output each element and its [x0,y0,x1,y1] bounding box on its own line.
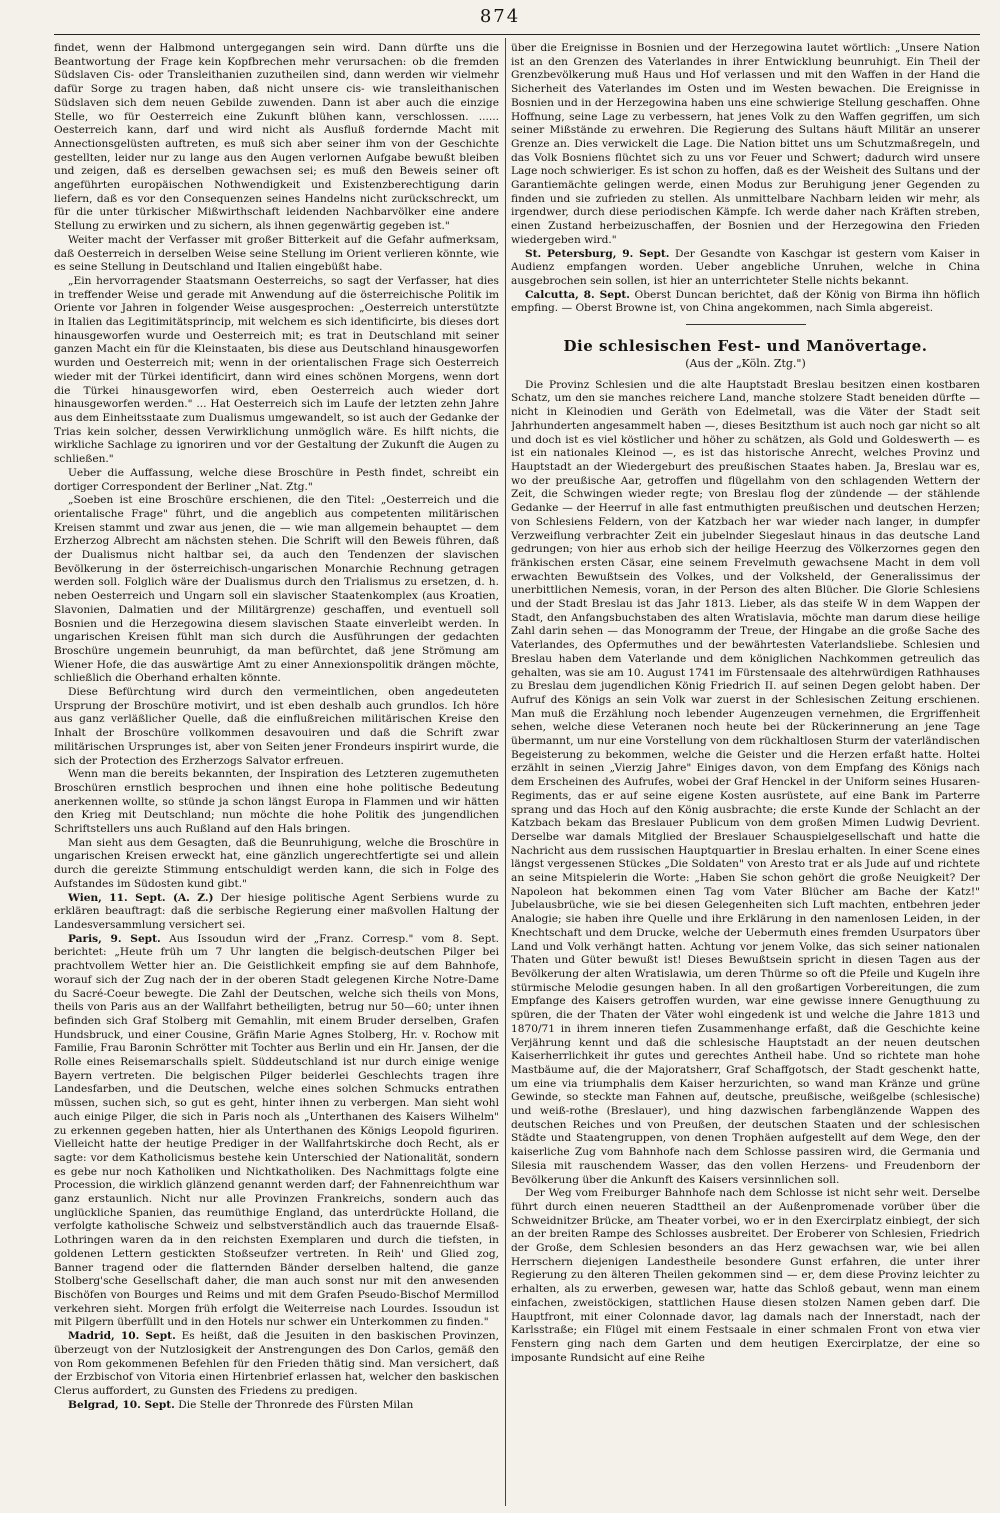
news-item-madrid [54,1330,499,1399]
article-paragraph: Diese Befürchtung wird durch den vermeintlichen, oben angedeuteten Ursprung der Broschüre motivirt, und ist eben deshalb auch grundlos. Ich höre aus ganz verläßlicher Quelle, daß die einflußreichen militärischen Kreise den Inhalt der Broschüre vollkommen desavouiren und daß die Schrift zwar militärischen Ursprunges ist, aber von Seiten jener Frondeurs inspirirt wurde, die sich der Protection des Erzherzogs Salvator erfreuen. [54,686,499,767]
article-paragraph: Weiter macht der Verfasser mit großer Bitterkeit auf die Gefahr aufmerksam, daß Oesterreich in derselben Weise seine Stellung im Orient verlieren könnte, wie es seine Stellung in Deutschland und Italien eingebüßt habe. [54,233,499,274]
article-paragraph: Ueber die Auffassung, welche diese Broschüre in Pesth findet, schreibt ein dortiger Correspondent der Berliner „Nat. Ztg." [54,466,499,493]
feature-paragraph: Der Weg vom Freiburger Bahnhofe nach dem Schlosse ist nicht sehr weit. Derselbe führt durch einen neueren Stadttheil an der Außenpromenade vorüber über die Schweidnitzer Brücke, am Theater vorbei, wo er in den Exercirplatz einbiegt, der sich an der breiten Rampe des Schlosses ausbreitet. Der Eroberer von Schlesien, Friedrich der Große, dem Schlesien besonders an das Herz gewachsen war, wie bei allen Herrschern diejenigen Landestheile besondere Gunst erfahren, die unter ihrer Regierung zu den älteren Theilen gekommen sind — er, dem diese Provinz leichter zu erhalten, als zu erwerben, gewesen war, hatte das Schloß gebaut, wenn man einem einfachen, zweistöckigen, stattlichen Hause diesen stolzen Namen geben darf. Die Hauptfront, mit einer Colonnade davor, lag damals nach der Innerstadt, nach der Karlsstraße; ein Flügel mit einem Festsaale in einer schmalen Front von etwa vier Fenstern ging nach dem Garten und dem heutigen Exercirplatze, der eine so imposante Rundsicht auf eine Reihe [511,1187,980,1364]
dateline-paris: Paris, 9. Sept. [68,932,161,945]
article-paragraph: „Soeben ist eine Broschüre erschienen, die den Titel: „Oesterreich und die orientalische Frage" führt, und die angeblich aus competenten militärischen Kreisen stammt und zwar aus jenen, die — wie man allgemein behauptet — dem Erzherzog Albrecht am nächsten stehen. Die Schrift will den Beweis führen, daß der Dualismus nicht haltbar sei, da auch den Tendenzen der slavischen Bevölkerung in der österreichisch-ungarischen Monarchie Rechnung getragen werden soll. Folglich wäre der Dualismus durch den Trialismus zu ersetzen, d. h. neben Oesterreich und Ungarn soll ein slavischer Staatenkomplex (aus Kroatien, Slavonien, Dalmatien und der Militärgrenze) geschaffen, und eventuell soll Bosnien und die Herzegowina diesem slavischen Staate einverleibt werden. In ungarischen Kreisen fühlt man sich durch die Ausführungen der gedachten Broschüre ungemein beunruhigt, da man befürchtet, daß jene Strömung am Wiener Hofe, die das auswärtige Amt zu einer Annexionspolitik drängen möchte, schließlich die Oberhand erhalten könnte. [54,494,499,685]
section-rule [686,324,806,325]
dateline-madrid: Madrid, 10. Sept. [68,1330,176,1343]
news-text-wien: Der hiesige politische Agent Serbiens wurde zu erklären beauftragt: daß die serbische Regierung einer maßvollen Haltung der Landesversammlung versichert sei. [54,891,499,931]
news-text-petersburg: Der Gesandte von Kaschgar ist gestern vom Kaiser in Audienz empfangen worden. Ueber angebliche Unruhen, welche in China ausgebrochen sein sollen, ist hier an unterrichteter Stelle nichts bekannt. [511,247,980,287]
feature-paragraph: Die Provinz Schlesien und die alte Hauptstadt Breslau besitzen einen kostbaren Schatz, um den sie manches reichere Land, manche stolzere Stadt beneiden dürfte — nicht in Kleinodien und Geräth von Edelmetall, was die Väter der Stadt seit Jahrhunderten angesammelt haben —, dieses Besitzthum ist auch noch gar nicht so alt und doch ist es viel köstlicher und höher zu schätzen, als Gold und Goldeswerth — es ist ein nationales Kleinod —, es ist das historische Anrecht, welches Provinz und Hauptstadt an der Wiedergeburt des preußischen Staates haben. Ja, Breslau war es, wo der preußische Aar, getroffen und flügellahm von den schlagenden Wettern der Zeit, die Schwingen wieder regte; von Breslau flog der zündende — der stählende Gedanke — der Heerruf in alle fast entmuthigten preußischen und deutschen Herzen; von Schlesiens Feldern, von der Katzbach her war wieder nach langer, in dumpfer Verzweiflung verbrachter Zeit ein jubelnder Siegeslaut hinaus in das deutsche Land gedrungen; von hier aus erhob sich der heilige Heerzug des Völkerzornes gegen den fränkischen ersten Cäsar, eine seinem Frevelmuth gewachsene Macht in dem voll erwachten Bewußtsein des Volkes, und der Volksheld, der Generalissimus der unerbittlichen Nemesis, voran, in der Person des alten Blücher. Die Glorie Schlesiens und der Stadt Breslau ist das Jahr 1813. Lieber, als das steife W in dem Wappen der Stadt, den Anfangsbuchstaben des alten Wratislavia, möchte man darum diese heilige Zahl darin sehen — das Monogramm der Treue, der Hingabe an die große Sache des Vaterlandes, des Opfermuthes und der bewährtesten Vaterlandsliebe. Schlesien und Breslau haben dem Vaterlande und dem königlichen Nachkommen getreulich das gehalten, was sie am 10. August 1741 im Fürstensaale des altehrwürdigen Rathhauses zu Breslau dem jugendlichen König Friedrich II. auf seinen Degen gelobt haben. Der Aufruf des Königs an sein Volk war zuerst in der Schlesischen Zeitung erschienen. Man muß die Erzählung noch lebender Augenzeugen vernehmen, die Ergriffenheit sehen, welche diese Veteranen noch heute bei der Rückerinnerung an jene Tage übermannt, um nur eine Vorstellung von dem rückhaltlosen Sturm der vaterländischen Begeisterung zu bekommen, welche die Geister und die Herzen erfaßt hatte. Holtei erzählt in seinen „Vierzig Jahre" Einiges davon, von dem Empfang des Königs nach dem Erscheinen des Aufrufes, wobei der Graf Henckel in der Uniform seines Husaren-Regiments, das er auf seine eigene Kosten ausrüstete, auf eine Bank im Parterre sprang und das Hoch auf den König ausbrachte; die erste Kunde der Schlacht an der Katzbach bekam das Breslauer Publicum von dem großen Mimen Ludwig Devrient. Derselbe war damals Mitglied der Breslauer Schauspielgesellschaft und hatte die Nachricht aus dem russischen Hauptquartier in Breslau erhalten. In einer Scene eines längst vergessenen Stückes „Die Soldaten" von Aresto trat er als Jude auf und richtete an seine Mitspielerin die Worte: „Haben Sie schon gehört die große Neuigkeit? Der Napoleon hat bekommen einen Tag vom Vater Blücher am Bache der Katz!" Jubelausbrüche, wie sie bei diesen Gelegenheiten sich Luft machten, entbehren jeder Analogie; sie haben ihre Quelle und ihre Erklärung in den namenlosen Leiden, in der Knechtschaft und dem Drucke, welche der Uebermuth eines fremden Usurpators über Land und Volk verhängt hatten. Achtung vor jenem Volke, das sich seiner nationalen Thaten und Güter bewußt ist! Dieses Bewußtsein spricht in diesen Tagen aus der Bevölkerung der alten Wratislawia, um deren Thürme so oft die Pfeile und Kugeln ihre stürmische Melodie gesungen haben. In all den großartigen Vorbereitungen, die zum Empfange des Kaisers getroffen wurden, war eine gewisse innere Genugthuung zu spüren, die der Thaten der Väter wohl eingedenk ist und welche die Jahre 1813 und 1870/71 in ihrem inneren tiefen Zusammenhange erfaßt, daß die Geschichte keine Verjährung kennt und daß die schlesische Hauptstadt an der neuen deutschen Kaiserherrlichkeit ihr gutes und gerechtes Antheil habe. Und so richtete man hohe Mastbäume auf, die der Majoratsherr, Graf Schaffgotsch, der Stadt geschenkt hatte, um eine via triumphalis dem Kaiser herzurichten, so wand man Kränze und grüne Gewinde, so steckte man Fahnen auf, deutsche, preußische, weißgelbe (schlesische) und weiß-rothe (Breslauer), und hing dazwischen farbenglänzende Wappen des deutschen Reiches und von Preußen, der deutschen Staaten und der schlesischen Städte und Staatengruppen, von denen Trophäen aufgestellt auf dem Wege, den der kaiserliche Zug vom Bahnhofe nach dem Schlosse passiren wird, die Germania und Silesia mit rauschendem Wasser, das den vollen Herzens- und Freudenborn der Bevölkerung über die Ankunft des Kaisers versinnlichen soll. [511,378,980,1186]
news-item-petersburg [511,248,980,289]
article-paragraph: Wenn man die bereits bekannten, der Inspiration des Letzteren zugemutheten Broschüren ernstlich besprochen und ihnen eine hohe politische Bedeutung anerkennen wollte, so stünde ja schon längst Europa in Flammen und wir hätten den Krieg mit Deutschland; nun möchte die hohe Politik des jungendlichen Schriftstellers uns auch Rußland auf den Hals bringen. [54,768,499,836]
article-paragraph: findet, wenn der Halbmond untergegangen sein wird. Dann dürfte uns die Beantwortung der Frage kein Kopfbrechen mehr verursachen: ob die fremden Südslaven Cis- oder Transleithanien zuzutheilen sind, dann werden wir vielmehr dafür Sorge zu tragen haben, daß nicht unsere cis- wie transleithanischen Südslaven sich dem neuen Gebilde zuwenden. Dann ist aber auch die einzige Stelle, wo für Oesterreich eine Zukunft blühen kann, verschlossen. ...... Oesterreich kann, darf und wird nicht als Ausfluß fordernde Macht mit Annectionsgelüsten auftreten, es muß sich aber seiner ihm von der Geschichte gestellten, leider nur zu lange aus den Augen verlornen Aufgabe bewußt bleiben und zeigen, daß es derselben gewachsen sei; es muß den Beweis seiner oft angeführten europäischen Nothwendigkeit und Existenzberechtigung darin liefern, daß es vor den Consequenzen seines Handelns nicht zurückschreckt, um für die unter türkischer Mißwirthschaft leidenden Nachbarvölker eine andere Stellung zu erwirken und zu sichern, als ihnen gegenwärtig gegeben ist." [54,42,499,233]
dateline-wien: Wien, 11. Sept. (A. Z.) [68,891,214,904]
news-text-calcutta: Oberst Duncan berichtet, daß der König von Birma ihn höflich empfing. — Oberst Browne ist, von China angekommen, nach Simla abgereist. [511,288,980,315]
news-item-wien [54,892,499,933]
feature-heading: Die schlesischen Fest- und Manövertage. [563,337,928,356]
right-column [511,42,980,1502]
dateline-petersburg: St. Petersburg, 9. Sept. [525,247,670,260]
feature-source: (Aus der „Köln. Ztg.") [685,357,806,371]
dateline-belgrad: Belgrad, 10. Sept. [68,1398,175,1411]
news-text-paris: Aus Issoudun wird der „Franz. Corresp." vom 8. Sept. berichtet: „Heute früh um 7 Uhr langten die belgisch-deutschen Pilger bei prachtvollem Wetter hier an. Die Geistlichkeit empfing sie auf dem Bahnhofe, worauf sich der Zug nach der in der oberen Stadt gelegenen Kirche Notre-Dame du Sacré-Coeur bewegte. Die Zahl der Deutschen, welche sich theils von Mons, theils von Paris aus an der Wallfahrt betheiligten, betrug nur 50—60; unter ihnen befinden sich Graf Stolberg mit Gemahlin, mit einem Bruder derselben, Grafen Hundsbruck, und einer Cousine, Gräfin Marie Agnes Stolberg, Hr. v. Rochow mit Familie, Frau Baronin Schrötter mit Tochter aus Berlin und ein Hr. Jansen, der die Rolle eines Reisemarschalls spielt. Süddeutschland ist nur durch einige wenige Bayern vertreten. Die belgischen Pilger beiderlei Geschlechts tragen ihre Landesfarben, und die Deutschen, welche eines solchen Schmucks entrathen müssen, suchen sich, so gut es geht, hinter ihnen zu verbergen. Man sieht wohl auch einige Pilger, die sich in Paris noch als „Unterthanen des Kaisers Wilhelm" zu erkennen gegeben hatten, hier als Unterthanen des Königs Leopold figuriren. Vielleicht hatte der heutige Prediger in der Wallfahrtskirche doch Recht, als er sagte: vor dem Katholicismus bestehe kein Unterschied der Nationalität, sondern es gebe nur noch Katholiken und Nichtkatholiken. Des Nachmittags folgte eine Procession, die wirklich glänzend genannt werden darf; der Fahnenreichthum war ganz erstaunlich. Nicht nur alle Provinzen Frankreichs, sondern auch das unglückliche Spanien, das reumüthige England, das unterdrückte Holland, die verfolgte katholische Schweiz und selbstverständlich auch das trauernde Elsaß-Lothringen waren da in den reichsten Exemplaren und durch die tiefsten, in goldenen Lettern gestickten Stoßseufzer vertreten. In Reih' und Glied zog, Banner tragend oder die flatternden Bänder derselben haltend, die ganze Stolberg'sche Gesellschaft daher, die man auch sonst nur mit den anwesenden Bischöfen von Bourges und Reims und mit dem Grafen Pseudo-Bischof Mermillod verkehren sieht. Morgen früh erfolgt die Weiterreise nach Lourdes. Issoudun ist mit Pilgern überfüllt und in den Hotels nur schwer ein Unterkommen zu finden." [54,932,499,1329]
news-item-paris [54,933,499,1330]
news-text-belgrad: Die Stelle der Thronrede des Fürsten Milan [174,1398,414,1411]
news-text-madrid: Es heißt, daß die Jesuiten in den baskischen Provinzen, überzeugt von der Nutzlosigkeit der Anstrengungen des Don Carlos, gemäß den von Rom gekommenen Befehlen für den Frieden thätig sind. Man versichert, daß der Erzbischof von Vitoria einen Hirtenbrief erlassen hat, welcher den baskischen Clerus auffordert, zu Gunsten des Friedens zu predigen. [54,1330,499,1397]
article-paragraph: Man sieht aus dem Gesagten, daß die Beunruhigung, welche die Broschüre in ungarischen Kreisen erweckt hat, eine gänzlich ungerechtfertigte sei und allein durch die gereizte Stimmung entschuldigt werden kann, die sich in Folge des Aufstandes im Südosten kund gibt." [54,836,499,890]
article-paragraph: über die Ereignisse in Bosnien und der Herzegowina lautet wörtlich: „Unsere Nation ist an den Grenzen des Vaterlandes in ihrer Entwicklung beunruhigt. Ein Theil der Grenzbevölkerung muß Haus und Hof verlassen und mit den Waffen in der Hand die Sicherheit des Vaterlandes im Osten und im Westen bewachen. Die Ereignisse in Bosnien und in der Herzegowina haben uns eine schwierige Stellung geschaffen. Ohne Hoffnung, seine Lage zu verbessern, hat jenes Volk zu den Waffen gegriffen, um sich seiner Mißstände zu erwehren. Die Regierung des Sultans häuft Militär an unserer Grenze an. Dies verwickelt die Lage. Die Nation bittet uns um Schutzmaßregeln, und das Volk Bosniens flüchtet sich zu uns vor Feuer und Schwert; dadurch wird unsere Lage noch schwieriger. Es ist schon zu hoffen, daß es der Weisheit des Sultans und der Garantiemächte gelingen werde, einen Modus zur Beruhigung jener Gegenden zu finden und sie zufrieden zu stellen. Als unmittelbare Nachbarn leiden wir mehr, als irgendwer, durch diese periodischen Kämpfe. Ich werde daher nach Kräften streben, einen Zustand herbeizuschaffen, der Bosnien und der Herzegowina den Frieden wiedergeben wird." [511,42,980,246]
page-number: 874 [479,6,521,27]
article-paragraph: „Ein hervorragender Staatsmann Oesterreichs, so sagt der Verfasser, hat dies in treffender Weise und gerade mit Anwendung auf die österreichische Politik im Oriente vor Jahren in folgender Weise ausgesprochen: „Oesterreich unterstützte in Italien das Legitimitätsprincip, mit welchem es sich identificirte, bis dieses dort hinausgeworfen wurde und Oesterreich mit; es trat in Deutschland mit seiner ganzen Macht ein für die Kleinstaaten, bis diese aus Deutschland hinausgeworfen wurden und Oesterreich mit; wenn in der orientalischen Frage sich Oesterreich wieder mit der Türkei identificirt, dann wird eines schönen Morgens, wenn dort die Türkei hinausgeworfen wird, eben Oesterreich auch wieder dort hinausgeworfen werden." ... Hat Oesterreich sich im Laufe der letzten zehn Jahre aus dem Einheitsstaate zum Dualismus umgewandelt, so ist auch der Gedanke der Trias kein solcher, dessen Verwirklichung unmöglich wäre. Es hilft nichts, die wirkliche Sachlage zu ignoriren und vor der Gestaltung der Zukunft die Augen zu schließen." [54,274,499,466]
column-divider [505,38,506,1506]
news-item-calcutta [511,289,980,316]
header-rule [54,34,980,35]
news-item-belgrad [54,1399,499,1413]
left-column [54,42,499,1502]
dateline-calcutta: Calcutta, 8. Sept. [525,288,630,301]
